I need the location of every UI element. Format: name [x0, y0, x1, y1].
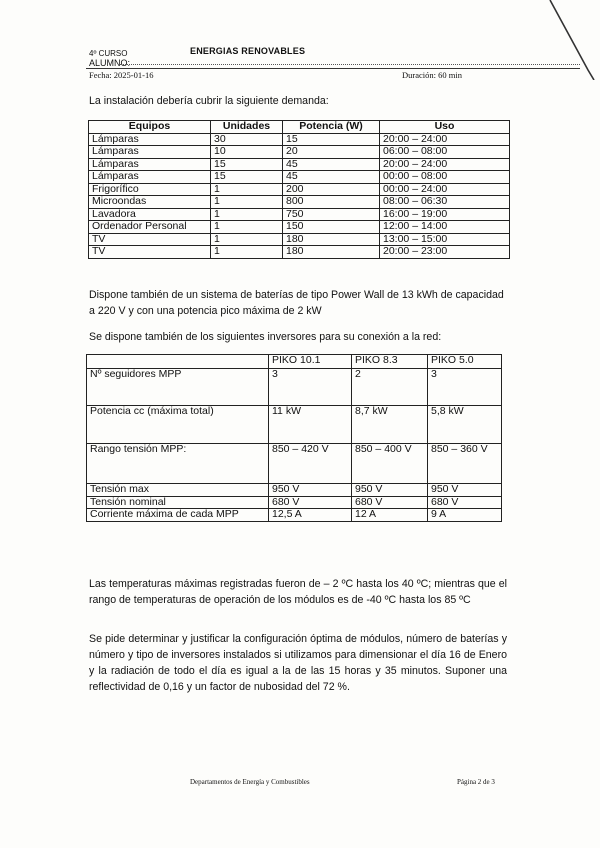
cell-power: 200: [283, 183, 380, 196]
cell-power: 20: [283, 146, 380, 159]
cell-units: 15: [211, 171, 283, 184]
cell-piko-8-3: 8,7 kW: [352, 406, 428, 444]
inverter-table: [86, 354, 502, 522]
cell-usage: 20:00 – 24:00: [380, 133, 510, 146]
cell-equipment: Frigorífico: [89, 183, 211, 196]
cell-equipment: TV: [89, 246, 211, 259]
table-row: [89, 171, 510, 184]
cell-piko-5-0: 9 A: [428, 509, 502, 522]
table-row: [89, 133, 510, 146]
subject-title: ENERGIAS RENOVABLES: [190, 46, 306, 56]
cell-usage: 16:00 – 19:00: [380, 208, 510, 221]
cell-equipment: Lámparas: [89, 133, 211, 146]
cell-piko-10-1: 680 V: [269, 496, 352, 509]
cell-piko-10-1: 950 V: [269, 484, 352, 497]
cell-piko-8-3: 2: [352, 369, 428, 406]
table-row: [89, 246, 510, 259]
cell-piko-5-0: 850 – 360 V: [428, 444, 502, 484]
footer-page-number: Página 2 de 3: [457, 778, 495, 786]
exam-date: Fecha: 2025-01-16: [89, 70, 154, 80]
cell-piko-8-3: 850 – 400 V: [352, 444, 428, 484]
cell-equipment: Ordenador Personal: [89, 221, 211, 234]
cell-equipment: Lámparas: [89, 158, 211, 171]
table-row: [89, 196, 510, 209]
cell-parameter: Rango tensión MPP:: [87, 444, 269, 484]
cell-parameter: Tensión nominal: [87, 496, 269, 509]
cell-power: 180: [283, 233, 380, 246]
table-row: [89, 208, 510, 221]
cell-piko-10-1: 850 – 420 V: [269, 444, 352, 484]
header-piko-8-3: PIKO 8.3: [352, 355, 428, 369]
cell-units: 1: [211, 183, 283, 196]
cell-usage: 12:00 – 14:00: [380, 221, 510, 234]
student-label: ALUMNO:: [89, 58, 131, 68]
cell-power: 800: [283, 196, 380, 209]
cell-usage: 00:00 – 24:00: [380, 183, 510, 196]
inverter-table-header: [87, 355, 502, 369]
header-empty: [87, 355, 269, 369]
footer-department: Departamentos de Energía y Combustibles: [190, 778, 310, 786]
table-row: [89, 221, 510, 234]
header-piko-5-0: PIKO 5.0: [428, 355, 502, 369]
cell-piko-5-0: 680 V: [428, 496, 502, 509]
cell-power: 750: [283, 208, 380, 221]
cell-units: 1: [211, 221, 283, 234]
cell-piko-5-0: 950 V: [428, 484, 502, 497]
cell-usage: 20:00 – 23:00: [380, 246, 510, 259]
cell-units: 30: [211, 133, 283, 146]
inverter-intro: Se dispone también de los siguientes inversores para su conexión a la red:: [89, 331, 442, 343]
cell-power: 45: [283, 171, 380, 184]
course-label: 4º CURSO: [89, 49, 128, 58]
table-row: [89, 183, 510, 196]
cell-power: 15: [283, 133, 380, 146]
cell-power: 180: [283, 246, 380, 259]
table-row: [87, 496, 502, 509]
cell-parameter: Potencia cc (máxima total): [87, 406, 269, 444]
cell-piko-8-3: 680 V: [352, 496, 428, 509]
cell-piko-10-1: 3: [269, 369, 352, 406]
cell-equipment: TV: [89, 233, 211, 246]
cell-parameter: Nº seguidores MPP: [87, 369, 269, 406]
table-row: [87, 369, 502, 406]
battery-paragraph: Dispone también de un sistema de baterías de tipo Power Wall de 13 kWh de capacidad a 220 V y con una potencia pico máxima de 2 kW: [89, 289, 504, 317]
col-usage: Uso: [380, 121, 510, 134]
cell-usage: 00:00 – 08:00: [380, 171, 510, 184]
col-units: Unidades: [211, 121, 283, 134]
cell-parameter: Tensión max: [87, 484, 269, 497]
student-name-line: [120, 64, 580, 65]
demand-table: [88, 120, 510, 259]
cell-units: 1: [211, 233, 283, 246]
task-paragraph: Se pide determinar y justificar la configuración óptima de módulos, número de baterías y número y tipo de inversores instalados si utilizamos para dimensionar el día 16 de Enero y la radiación de todo el día es igual a la de las 15 horas y 35 minutos. Suponer una reflectividad de 0,16 y un factor de nubosidad del 72 %.: [89, 633, 507, 693]
temperature-paragraph: Las temperaturas máximas registradas fueron de – 2 ºC hasta los 40 ºC; mientras que el rango de temperaturas de operación de los módulos es de -40 ºC hasta los 85 ºC: [89, 578, 507, 606]
cell-units: 10: [211, 146, 283, 159]
cell-power: 150: [283, 221, 380, 234]
cell-piko-8-3: 12 A: [352, 509, 428, 522]
cell-equipment: Lámparas: [89, 171, 211, 184]
cell-power: 45: [283, 158, 380, 171]
cell-piko-10-1: 12,5 A: [269, 509, 352, 522]
cell-units: 15: [211, 158, 283, 171]
cell-usage: 06:00 – 08:00: [380, 146, 510, 159]
header-rule: [86, 68, 580, 69]
demand-table-header: [89, 121, 510, 134]
col-equipment: Equipos: [89, 121, 211, 134]
table-row: [87, 509, 502, 522]
cell-usage: 20:00 – 24:00: [380, 158, 510, 171]
cell-piko-8-3: 950 V: [352, 484, 428, 497]
cell-units: 1: [211, 196, 283, 209]
demand-intro: La instalación debería cubrir la siguiente demanda:: [89, 95, 329, 107]
cell-piko-10-1: 11 kW: [269, 406, 352, 444]
cell-piko-5-0: 5,8 kW: [428, 406, 502, 444]
cell-equipment: Microondas: [89, 196, 211, 209]
table-row: [87, 406, 502, 444]
table-row: [89, 158, 510, 171]
header-piko-10-1: PIKO 10.1: [269, 355, 352, 369]
col-power: Potencia (W): [283, 121, 380, 134]
cell-usage: 13:00 – 15:00: [380, 233, 510, 246]
table-row: [89, 146, 510, 159]
cell-units: 1: [211, 246, 283, 259]
cell-piko-5-0: 3: [428, 369, 502, 406]
cell-parameter: Corriente máxima de cada MPP: [87, 509, 269, 522]
cell-units: 1: [211, 208, 283, 221]
cell-equipment: Lámparas: [89, 146, 211, 159]
table-row: [87, 444, 502, 484]
cell-usage: 08:00 – 06:30: [380, 196, 510, 209]
table-row: [89, 233, 510, 246]
cell-equipment: Lavadora: [89, 208, 211, 221]
table-row: [87, 484, 502, 497]
exam-duration: Duración: 60 min: [402, 70, 462, 80]
